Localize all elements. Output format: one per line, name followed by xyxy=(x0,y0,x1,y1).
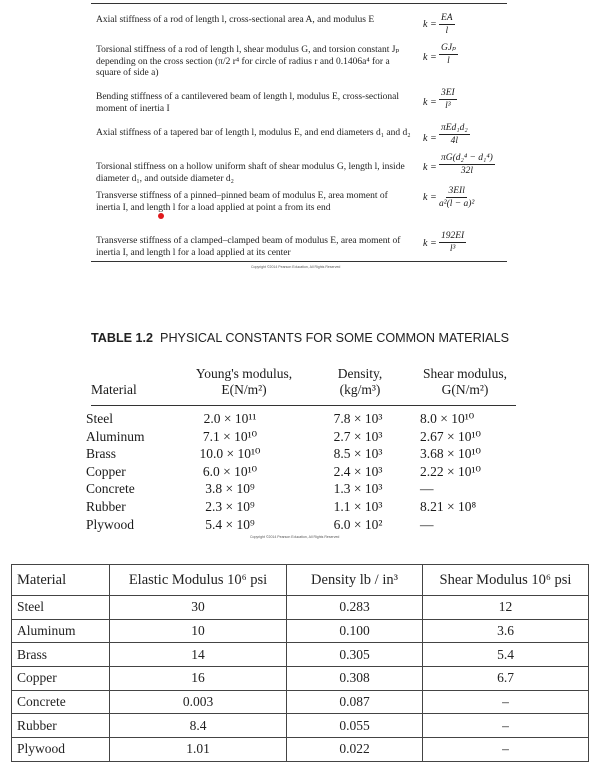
stiffness-description: Transverse stiffness of a clamped–clamped beam of modulus E, area moment of inertia I, and length l for a load applied at its center xyxy=(96,236,401,258)
table-cell: 3.6 xyxy=(423,619,589,643)
table-cell: — xyxy=(420,516,434,532)
column-header-material: Material xyxy=(91,382,137,397)
table-cell: 0.305 xyxy=(287,643,423,667)
table-cell: 2.22 × 10¹⁰ xyxy=(420,463,481,479)
stiffness-description: Transverse stiffness of a pinned–pinned beam of modulus E, area moment of inertia I, and length l for a load applied at point a from its end xyxy=(96,191,388,213)
header-units: (kg/m³) xyxy=(339,382,381,397)
table-cell: 6.0 × 10¹⁰ xyxy=(202,463,258,479)
table-caption xyxy=(91,331,509,345)
table-cell: – xyxy=(423,738,589,762)
table-cell: Steel xyxy=(86,411,113,426)
formula-numerator: EA xyxy=(441,13,453,23)
table-cell: 8.0 × 10¹⁰ xyxy=(420,411,475,426)
table-cell: 30 xyxy=(110,596,287,620)
table-cell: Plywood xyxy=(86,516,135,532)
table-cell: 7.1 × 10¹⁰ xyxy=(202,428,258,444)
table-cell: – xyxy=(423,690,589,714)
youngs-modulus-column xyxy=(180,410,280,533)
table-header-row xyxy=(12,565,589,596)
table-cell: Copper xyxy=(86,463,126,479)
table-cell: 10 xyxy=(110,619,287,643)
table-row xyxy=(12,667,589,691)
imperial-units-table xyxy=(11,564,589,762)
table-cell: Copper xyxy=(12,667,110,691)
formula-denominator: 4l xyxy=(450,136,459,146)
table-number: TABLE 1.2 xyxy=(91,331,154,345)
table-cell: 0.003 xyxy=(110,690,287,714)
table-cell: 1.3 × 10³ xyxy=(333,481,383,497)
material-column xyxy=(86,410,145,533)
stiffness-description: Torsional stiffness of a rod of length l, shear modulus G, and torsion constant Jₚ depending on the cross section (π/2 r⁴ for circle of radius r and 0.1406a⁴ for a square of side a) xyxy=(96,45,400,78)
table-cell: — xyxy=(420,481,434,497)
header-rule xyxy=(91,405,516,406)
table-cell: 0.100 xyxy=(287,619,423,643)
shear-modulus-column xyxy=(420,410,520,533)
header-line: Shear modulus, xyxy=(423,366,507,381)
table-cell: 2.7 × 10³ xyxy=(333,428,383,444)
table-cell: 1.01 xyxy=(110,738,287,762)
table-cell: 2.0 × 10¹¹ xyxy=(203,411,257,426)
table-row xyxy=(12,690,589,714)
table-cell: 0.283 xyxy=(287,596,423,620)
header-cell-elastic-modulus: Elastic Modulus 10⁶ psi xyxy=(110,565,287,596)
stiffness-formula xyxy=(439,152,495,177)
k-equals: k = xyxy=(423,238,437,249)
table-cell: Rubber xyxy=(12,714,110,738)
stiffness-description: Torsional stiffness on a hollow uniform shaft of shear modulus G, length l, inside diameter d₁, and outside diameter d₂ xyxy=(96,162,405,184)
column-header-density xyxy=(315,366,405,398)
table-cell: 7.8 × 10³ xyxy=(333,411,383,426)
formula-denominator: l³ xyxy=(445,101,451,111)
table-cell: Concrete xyxy=(12,690,110,714)
table-cell: 0.022 xyxy=(287,738,423,762)
table-cell: 6.7 xyxy=(423,667,589,691)
formula-denominator: l xyxy=(445,26,449,36)
table-cell: 2.3 × 10⁹ xyxy=(205,498,255,514)
table-cell: 8.4 xyxy=(110,714,287,738)
column-header-youngs-modulus xyxy=(174,366,314,398)
stiffness-formula-table xyxy=(91,0,507,269)
stiffness-formula xyxy=(439,42,458,67)
table-cell: 5.4 xyxy=(423,643,589,667)
table-cell: 1.1 × 10³ xyxy=(333,498,383,514)
stiffness-description: Bending stiffness of a cantilevered beam of length l, modulus E, cross-sectional moment of inertia I xyxy=(96,92,399,114)
stiffness-formula xyxy=(439,230,466,255)
k-equals: k = xyxy=(423,52,437,63)
formula-numerator: GJₚ xyxy=(441,43,456,53)
table-cell: 8.5 × 10³ xyxy=(333,446,383,462)
formula-denominator: l³ xyxy=(449,244,456,254)
formula-numerator: πG(d₂⁴ − d₁⁴) xyxy=(441,153,493,163)
header-cell-shear-modulus: Shear Modulus 10⁶ psi xyxy=(423,565,589,596)
table-cell: Aluminum xyxy=(86,428,145,444)
formula-denominator: 32l xyxy=(460,166,473,176)
formula-numerator: 3EIl xyxy=(448,186,465,196)
table-cell: 0.055 xyxy=(287,714,423,738)
header-cell-material: Material xyxy=(12,565,110,596)
table-cell: 2.67 × 10¹⁰ xyxy=(420,428,481,444)
formula-numerator: 3EI xyxy=(441,88,455,98)
table-cell: 16 xyxy=(110,667,287,691)
table-cell: – xyxy=(423,714,589,738)
stiffness-formula xyxy=(439,87,457,112)
table-cell: Concrete xyxy=(86,481,135,497)
header-line: Density, xyxy=(337,366,383,381)
stiffness-description: Axial stiffness of a rod of length l, cross-sectional area A, and modulus E xyxy=(96,15,375,25)
copyright-notice: Copyright ©2014 Pearson Education, All Rights Reserved xyxy=(251,265,341,269)
table-cell: 12 xyxy=(423,596,589,620)
k-equals: k = xyxy=(423,192,437,203)
table-row xyxy=(12,643,589,667)
table-cell: 8.21 × 10⁸ xyxy=(420,498,477,514)
table-cell: 5.4 × 10⁹ xyxy=(205,516,255,532)
table-cell: 0.308 xyxy=(287,667,423,691)
stiffness-formula xyxy=(439,122,470,147)
table-row xyxy=(12,596,589,620)
column-header-shear-modulus xyxy=(410,366,520,398)
stiffness-formula xyxy=(439,12,455,37)
table-title: PHYSICAL CONSTANTS FOR SOME COMMON MATERIALS xyxy=(160,331,509,345)
table-cell: Brass xyxy=(86,446,116,462)
k-equals: k = xyxy=(423,133,437,144)
header-cell-density: Density lb / in³ xyxy=(287,565,423,596)
table-row xyxy=(12,738,589,762)
table-cell: 14 xyxy=(110,643,287,667)
formula-numerator: 192EI xyxy=(441,231,465,241)
table-cell: Brass xyxy=(12,643,110,667)
k-equals: k = xyxy=(423,162,437,173)
table-cell: 2.4 × 10³ xyxy=(333,463,383,479)
table-cell: Plywood xyxy=(12,738,110,762)
table-cell: 10.0 × 10¹⁰ xyxy=(199,446,261,462)
k-equals: k = xyxy=(423,97,437,108)
header-units: G(N/m²) xyxy=(441,382,489,397)
red-marker-dot xyxy=(158,213,164,219)
table-cell: 6.0 × 10² xyxy=(333,516,383,532)
header-units: E(N/m²) xyxy=(221,382,267,397)
stiffness-formula xyxy=(439,185,474,210)
copyright-notice: Copyright ©2014 Pearson Education, All Rights Reserved xyxy=(250,535,340,539)
table-row xyxy=(12,619,589,643)
formula-denominator: l xyxy=(447,56,450,66)
k-equals: k = xyxy=(423,19,437,30)
top-rule xyxy=(91,3,507,4)
table-cell: Rubber xyxy=(86,498,126,514)
table-cell: 0.087 xyxy=(287,690,423,714)
formula-numerator: πEd₁d₂ xyxy=(441,123,468,133)
bottom-rule xyxy=(91,261,507,262)
table-cell: 3.8 × 10⁹ xyxy=(205,481,255,497)
stiffness-description: Axial stiffness of a tapered bar of length l, modulus E, and end diameters d₁ and d₂ xyxy=(96,128,411,138)
table-cell: Steel xyxy=(12,596,110,620)
header-line: Young's modulus, xyxy=(195,366,293,381)
table-cell: 3.68 × 10¹⁰ xyxy=(420,446,481,462)
formula-denominator: a²(l − a)² xyxy=(439,199,475,209)
table-row xyxy=(12,714,589,738)
density-column xyxy=(318,410,398,533)
table-cell: Aluminum xyxy=(12,619,110,643)
